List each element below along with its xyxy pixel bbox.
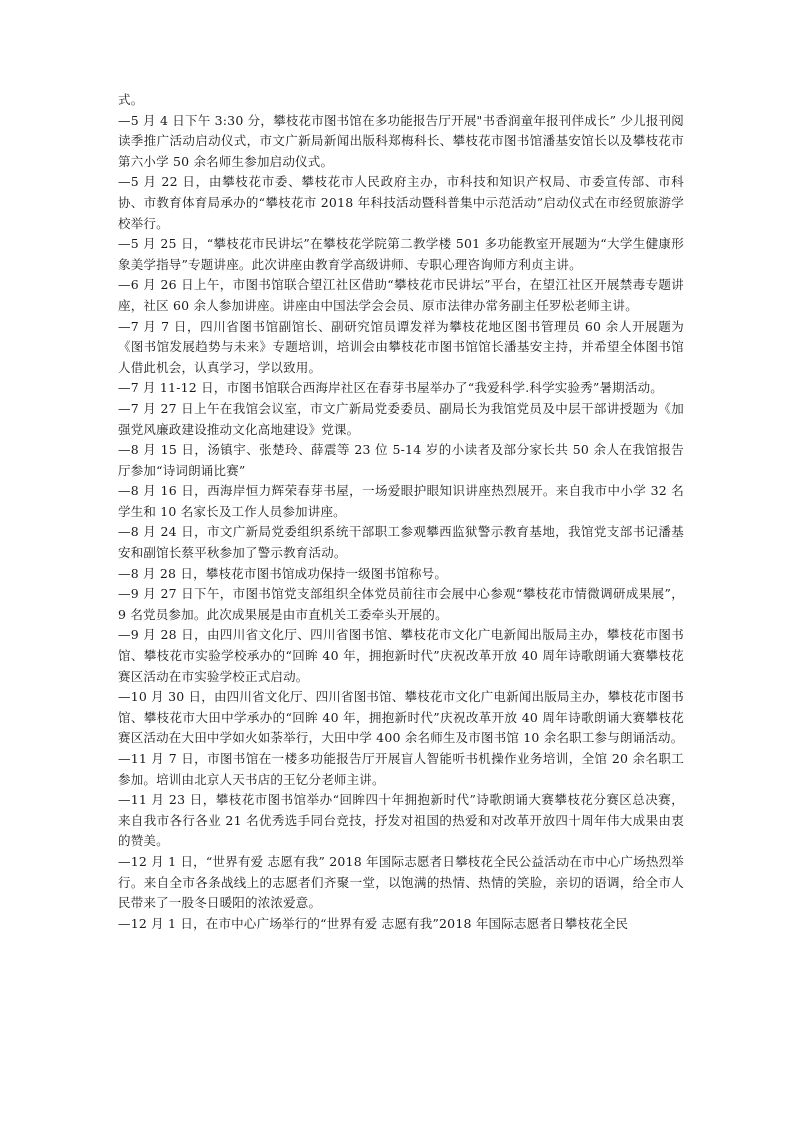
paragraph: —12 月 1 日，“世界有爱 志愿有我” 2018 年国际志愿者日攀枝花全民公益活动在市中心广场热烈举行。来自全市各条战线上的志愿者们齐聚一堂，以饱满的热情、热情的笑脸，亲切的语调，给全市人民带来了一股冬日暖阳的浓浓爱意。 bbox=[118, 853, 684, 911]
paragraph: —7 月 11-12 日，市图书馆联合西海岸社区在春芽书屋举办了“我爱科学.科学实验秀”暑期活动。 bbox=[118, 380, 663, 396]
paragraph: —10 月 30 日，由四川省文化厅、四川省图书馆、攀枝花市文化广电新闻出版局主办，攀枝花市图书馆、攀枝花市大田中学承办的“回眸 40 年，拥抱新时代”庆祝改革开放 40 周年诗歌朗诵大赛攀枝花赛区活动在大田中学如火如荼举行，大田中学 400 余名师生及市图书馆 10 余名职工参与朗诵活动。 bbox=[118, 689, 684, 746]
paragraph: —9 月 28 日，由四川省文化厅、四川省图书馆、攀枝花市文化广电新闻出版局主办，攀枝花市图书馆、攀枝花市实验学校承办的“回眸 40 年，拥抱新时代”庆祝改革开放 40 周年诗歌朗诵大赛攀枝花赛区活动在市实验学校正式启动。 bbox=[118, 627, 684, 684]
paragraph: —8 月 15 日，汤镇宇、张楚玲、薛震等 23 位 5-14 岁的小读者及部分家长共 50 余人在我馆报告厅参加“诗词朗诵比赛” bbox=[118, 442, 684, 478]
paragraph: —5 月 4 日下午 3:30 分，攀枝花市图书馆在多功能报告厅开展"书香润童年报刊伴成长” 少儿报刊阅读季推广活动启动仪式，市文广新局新闻出版科郑梅科长、攀枝花市图书馆潘基安馆长以及攀枝花市第六小学 50 余名师生参加启动仪式。 bbox=[118, 112, 684, 169]
paragraph: 式。 bbox=[118, 92, 144, 107]
paragraph: —11 月 7 日，市图书馆在一楼多功能报告厅开展盲人智能听书机操作业务培训，全馆 20 余名职工参加。培训由北京人天书店的王钇分老师主讲。 bbox=[118, 751, 684, 787]
paragraph: —7 月 27 日上午在我馆会议室，市文广新局党委委员、副局长为我馆党员及中层干部讲授题为《加强党风廉政建设推动文化高地建设》党课。 bbox=[118, 400, 684, 437]
document-page bbox=[118, 90, 684, 934]
paragraph: —12 月 1 日，在市中心广场举行的“世界有爱 志愿有我”2018 年国际志愿者日攀枝花全民 bbox=[118, 915, 629, 931]
paragraph: —5 月 25 日，“攀枝花市民讲坛”在攀枝花学院第二教学楼 501 多功能教室开展题为“大学生健康形象美学指导”专题讲座。此次讲座由教育学高级讲师、专职心理咨询师方利贞主讲。 bbox=[118, 236, 684, 272]
paragraph: —8 月 16 日，西海岸恒力辉荣春芽书屋，一场爱眼护眼知识讲座热烈展开。来自我市中小学 32 名学生和 10 名家长及工作人员参加讲座。 bbox=[118, 483, 684, 519]
paragraph: —8 月 24 日，市文广新局党委组织系统干部职工参观攀西监狱警示教育基地，我馆党支部书记潘基安和副馆长蔡平秋参加了警示教育活动。 bbox=[118, 524, 684, 561]
paragraph: —6 月 26 日上午，市图书馆联合望江社区借助“攀枝花市民讲坛”平台，在望江社区开展禁毒专题讲座，社区 60 余人参加讲座。讲座由中国法学会会员、原市法律办常务副主任罗松老师主讲。 bbox=[118, 277, 684, 313]
paragraph: —9 月 27 日下午，市图书馆党支部组织全体党员前往市会展中心参观“攀枝花市情微调研成果展”，9 名党员参加。此次成果展是由市直机关工委牵头开展的。 bbox=[118, 586, 684, 622]
paragraph: —11 月 23 日，攀枝花市图书馆举办“回眸四十年拥抱新时代”诗歌朗诵大赛攀枝花分赛区总决赛，来自我市各行各业 21 名优秀选手同台竞技，抒发对祖国的热爱和对改革开放四十周年伟大成果由衷的赞美。 bbox=[118, 792, 684, 849]
paragraph: —8 月 28 日，攀枝花市图书馆成功保持一级图书馆称号。 bbox=[118, 565, 448, 581]
paragraph: —7 月 7 日，四川省图书馆副馆长、副研究馆员谭发祥为攀枝花地区图书管理员 60 余人开展题为《图书馆发展趋势与未来》专题培训，培训会由攀枝花市图书馆馆长潘基安主持，并希望全体图书馆人借此机会，认真学习，学以致用。 bbox=[118, 318, 684, 375]
paragraph: —5 月 22 日，由攀枝花市委、攀枝花市人民政府主办，市科技和知识产权局、市委宣传部、市科协、市教育体育局承办的“攀枝花市 2018 年科技活动暨科普集中示范活动”启动仪式在市经贸旅游学校举行。 bbox=[118, 174, 684, 231]
